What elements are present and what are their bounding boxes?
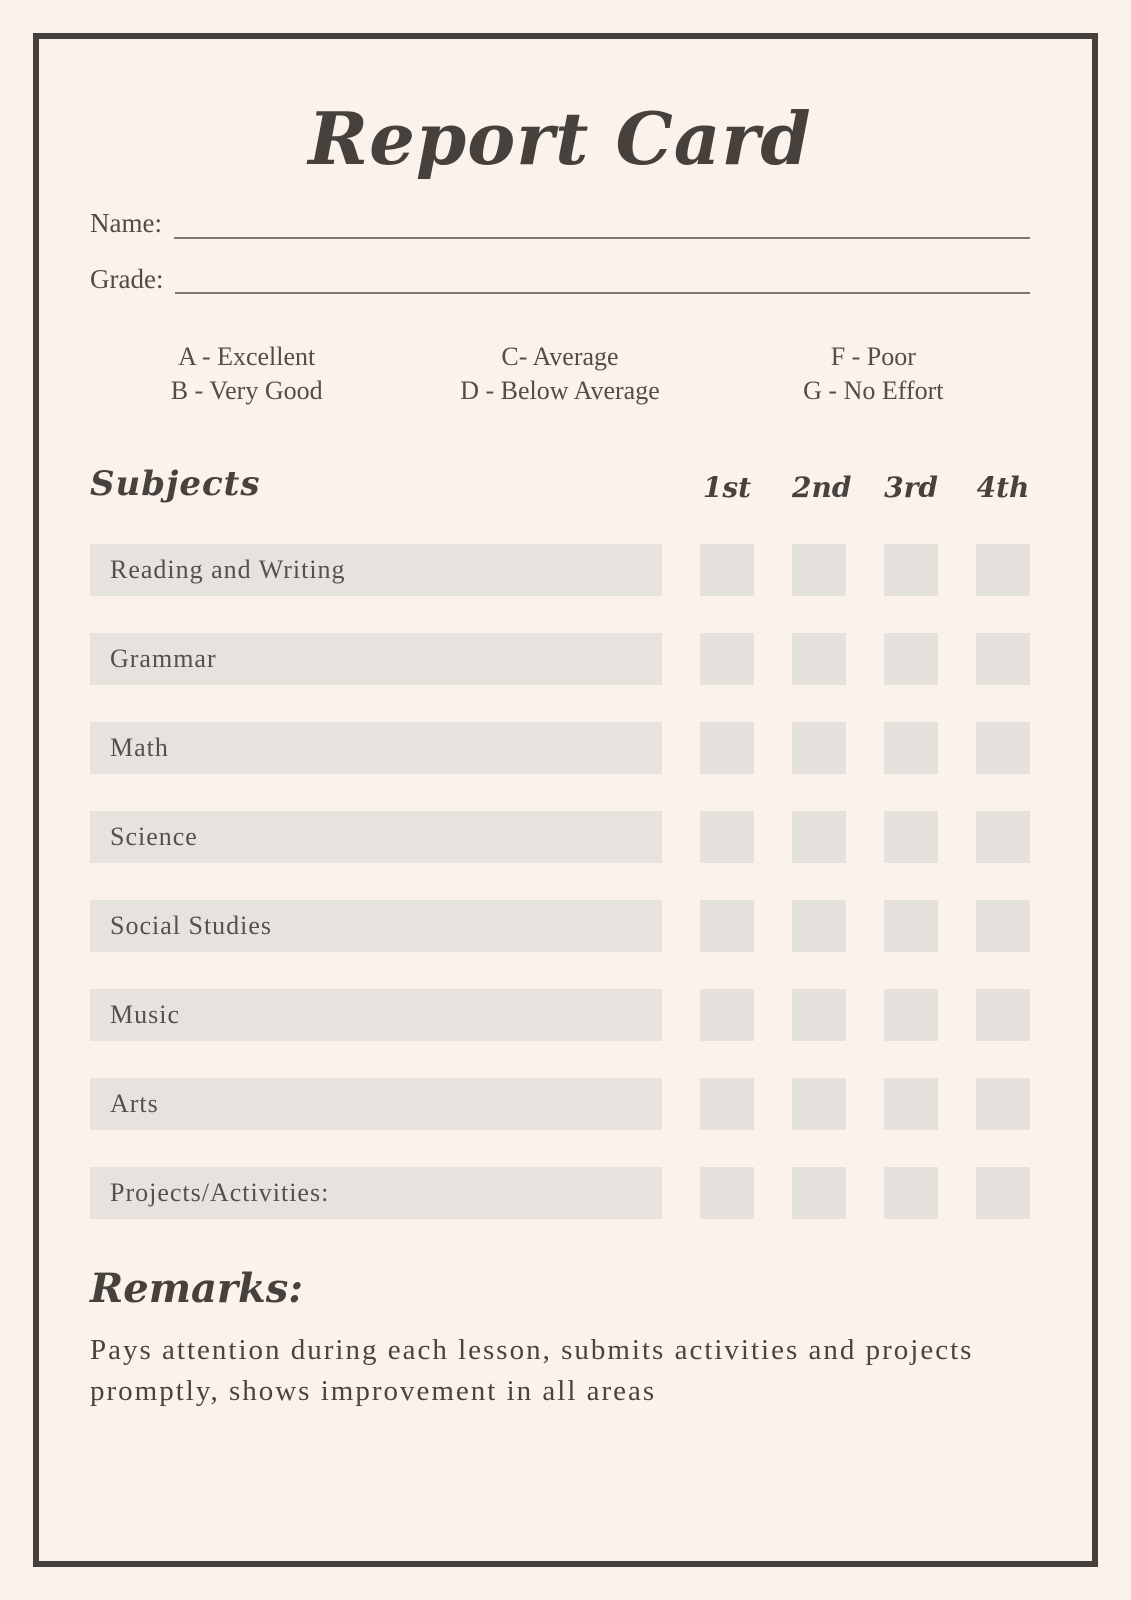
grade-cell[interactable] bbox=[976, 633, 1030, 685]
page-title: Report Card bbox=[308, 96, 812, 181]
grading-key-column-3 bbox=[717, 340, 1030, 408]
grading-key bbox=[90, 340, 1030, 408]
subjects-heading: Subjects bbox=[90, 464, 261, 505]
name-field-row bbox=[90, 209, 1030, 239]
table-row bbox=[90, 722, 1030, 774]
table-row bbox=[90, 544, 1030, 596]
grade-cell[interactable] bbox=[792, 900, 846, 952]
remarks-text: Pays attention during each lesson, submits activities and projects promptly, shows improvement in all areas bbox=[90, 1334, 974, 1408]
subject-label: Social Studies bbox=[90, 900, 662, 952]
grade-input-line[interactable] bbox=[175, 265, 1030, 294]
grading-key-item: F - Poor bbox=[830, 342, 916, 372]
quarter-header-4th: 4th bbox=[976, 471, 1030, 505]
grade-cell[interactable] bbox=[976, 811, 1030, 863]
grade-cell[interactable] bbox=[700, 544, 754, 596]
subject-label: Projects/Activities: bbox=[90, 1167, 662, 1219]
quarter-header-1st: 1st bbox=[702, 471, 752, 505]
quarter-header-2nd: 2nd bbox=[792, 471, 852, 505]
grade-cell[interactable] bbox=[884, 633, 938, 685]
table-row bbox=[90, 1078, 1030, 1130]
grade-cell[interactable] bbox=[884, 989, 938, 1041]
grade-cell[interactable] bbox=[792, 722, 846, 774]
subject-label: Reading and Writing bbox=[90, 544, 662, 596]
grade-cell[interactable] bbox=[976, 722, 1030, 774]
grade-cell[interactable] bbox=[700, 722, 754, 774]
grade-cell[interactable] bbox=[792, 989, 846, 1041]
grade-cell[interactable] bbox=[976, 900, 1030, 952]
grade-cell[interactable] bbox=[792, 811, 846, 863]
table-row bbox=[90, 1167, 1030, 1219]
grade-cell[interactable] bbox=[884, 1078, 938, 1130]
grade-cell[interactable] bbox=[884, 722, 938, 774]
name-label: Name: bbox=[90, 208, 162, 238]
table-row bbox=[90, 811, 1030, 863]
subject-label: Arts bbox=[90, 1078, 662, 1130]
subject-label: Science bbox=[90, 811, 662, 863]
grade-cell[interactable] bbox=[700, 811, 754, 863]
grade-cell[interactable] bbox=[884, 1167, 938, 1219]
grade-cell[interactable] bbox=[792, 633, 846, 685]
table-row bbox=[90, 633, 1030, 685]
subjects-table-header bbox=[90, 464, 1030, 504]
subject-label: Grammar bbox=[90, 633, 662, 685]
grade-cell[interactable] bbox=[884, 811, 938, 863]
grade-cell[interactable] bbox=[976, 544, 1030, 596]
table-row bbox=[90, 989, 1030, 1041]
grade-field-row bbox=[90, 265, 1030, 295]
subject-label: Math bbox=[90, 722, 662, 774]
grading-key-item: A - Excellent bbox=[178, 342, 316, 372]
grading-key-column-2 bbox=[403, 340, 716, 408]
grading-key-item: C- Average bbox=[501, 342, 619, 372]
grade-cell[interactable] bbox=[700, 1167, 754, 1219]
grade-cell[interactable] bbox=[792, 1078, 846, 1130]
grade-cell[interactable] bbox=[884, 900, 938, 952]
grade-cell[interactable] bbox=[976, 989, 1030, 1041]
subjects-table-body bbox=[90, 544, 1030, 1219]
grade-cell[interactable] bbox=[700, 1078, 754, 1130]
grade-cell[interactable] bbox=[976, 1167, 1030, 1219]
name-input-line[interactable] bbox=[174, 210, 1030, 239]
grade-cell[interactable] bbox=[884, 544, 938, 596]
grade-cell[interactable] bbox=[976, 1078, 1030, 1130]
grade-cell[interactable] bbox=[700, 633, 754, 685]
grading-key-item: D - Below Average bbox=[460, 376, 660, 406]
grade-cell[interactable] bbox=[792, 544, 846, 596]
grade-cell[interactable] bbox=[700, 900, 754, 952]
grading-key-column-1 bbox=[90, 340, 403, 408]
quarter-header-3rd: 3rd bbox=[884, 471, 938, 505]
table-row bbox=[90, 900, 1030, 952]
remarks-heading: Remarks: bbox=[90, 1265, 304, 1313]
grade-cell[interactable] bbox=[792, 1167, 846, 1219]
grading-key-item: B - Very Good bbox=[170, 376, 323, 406]
grade-label: Grade: bbox=[90, 263, 164, 294]
document-frame bbox=[33, 33, 1098, 1567]
grading-key-item: G - No Effort bbox=[803, 376, 944, 406]
grade-cell[interactable] bbox=[700, 989, 754, 1041]
subject-label: Music bbox=[90, 989, 662, 1041]
